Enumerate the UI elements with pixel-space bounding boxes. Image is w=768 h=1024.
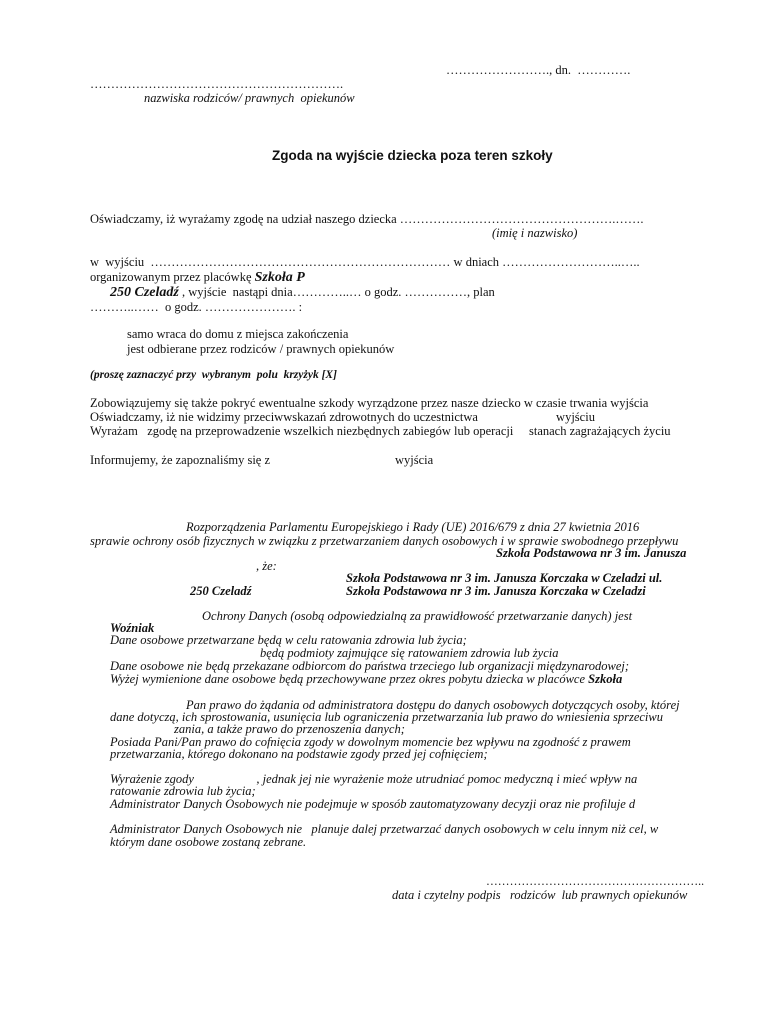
damages-pledge: Zobowiązujemy się także pokryć ewentualne szkody wyrządzone przez nasze dziecko w czasie trwania wyjścia xyxy=(90,396,649,410)
consent-line-child: Oświadczamy, iż wyrażamy zgodę na udział naszego dziecka …………………………………………….……. xyxy=(90,212,644,226)
marking-instruction: (proszę zaznaczyć przy wybranym polu krzyżyk [X] xyxy=(90,369,337,381)
rodo-line-11: Dane osobowe nie będą przekazane odbiorcom do państwa trzeciego lub organizacji międzynarodowej; xyxy=(110,659,630,673)
consent-line-departure: 250 Czeladź , wyjście nastąpi dnia…………..… o godz. ……………, plan xyxy=(110,285,495,300)
rodo-line-1: Rozporządzenia Parlamentu Europejskiego i Rady (UE) 2016/679 z dnia 27 kwietnia 2016 xyxy=(186,520,640,534)
rodo-line-9: Dane osobowe przetwarzane będą w celu ratowania zdrowia lub życia; xyxy=(110,633,467,647)
rodo-line-2: sprawie ochrony osób fizycznych w związku z przetwarzaniem danych osobowych i w sprawie swobodnego przepływu xyxy=(90,534,679,548)
school-name-short: Szkoła P xyxy=(254,270,305,285)
rodo-line-8: Woźniak xyxy=(110,621,155,635)
health-declaration: Oświadczamy, iż nie widzimy przeciwwskazań zdrowotnych do uczestnictwa wyjściu xyxy=(90,410,595,424)
option-picked-up: jest odbierane przez rodziców / prawnych opiekunów xyxy=(127,342,395,356)
option-returns-alone: samo wraca do domu z miejsca zakończenia xyxy=(127,327,349,341)
rodo-line-7: Ochrony Danych (osobą odpowiedzialną za prawidłowość przetwarzanie danych) jest xyxy=(202,609,633,623)
rodo-line-12: Wyżej wymienione dane osobowe będą przechowywane przez okres pobytu dziecka w placówce Szkoła xyxy=(110,672,623,686)
rodo-line-13: Pan prawo do żądania od administratora dostępu do danych osobowych dotyczących osoby, której xyxy=(186,698,680,712)
consent-line-trip: w wyjściu ……………………………………………………………… w dniach ………………………..….. xyxy=(90,255,640,269)
rodo-line-18: Wyrażenie zgody , jednak jej nie wyrażenie może utrudniać pomoc medyczną i mieć wpływ na xyxy=(110,772,638,786)
school-city: 250 Czeladź xyxy=(110,285,179,300)
rodo-line-10: będą podmioty zajmujące się ratowaniem zdrowia lub życia xyxy=(260,646,559,660)
document-title: Zgoda na wyjście dziecka poza teren szkoły xyxy=(272,148,553,163)
rodo-line-6-school: Szkoła Podstawowa nr 3 im. Janusza Korczaka w Czeladzi xyxy=(346,584,646,598)
parents-names-line: ……………………………………………………. xyxy=(90,77,344,91)
rodo-line-22: którym dane osobowe zostaną zebrane. xyxy=(110,835,307,849)
child-name-caption: (imię i nazwisko) xyxy=(492,226,578,240)
rodo-line-4: , że: xyxy=(256,559,277,573)
rodo-line-21: Administrator Danych Osobowych nie planuje dalej przetwarzać danych osobowych w celu innym niż cel, w xyxy=(110,822,659,836)
rodo-line-19: ratowanie zdrowia lub życia; xyxy=(110,784,256,798)
consent-line-return: ………..…… o godz. …………………. : xyxy=(90,300,303,314)
rodo-line-20: Administrator Danych Osobowych nie podejmuje w sposób zautomatyzowany decyzji oraz nie profiluje d xyxy=(110,797,636,811)
place-date-line: ……………………., dn. …………. xyxy=(446,63,631,77)
rodo-line-5: Szkoła Podstawowa nr 3 im. Janusza Korczaka w Czeladzi ul. xyxy=(346,571,663,585)
rodo-line-14: dane dotyczą, ich sprostowania, usunięcia lub ograniczenia przetwarzania lub prawo do wniesienia sprzeciwu xyxy=(110,710,663,724)
signature-caption: data i czytelny podpis rodziców lub prawnych opiekunów xyxy=(392,888,688,902)
signature-line: ……………………………………………….. xyxy=(486,874,705,888)
rodo-line-3: Szkoła Podstawowa nr 3 im. Janusza xyxy=(496,546,687,560)
rodo-line-15: zania, a także prawo do przenoszenia danych; xyxy=(174,722,405,736)
consent-line-organizer: organizowanym przez placówkę Szkoła P xyxy=(90,270,305,285)
informed-statement: Informujemy, że zapoznaliśmy się z wyjścia xyxy=(90,453,434,467)
rodo-line-17: przetwarzania, którego dokonano na podstawie zgody przed jej cofnięciem; xyxy=(110,747,488,761)
medical-consent: Wyrażam zgodę na przeprowadzenie wszelkich niezbędnych zabiegów lub operacji stanach zagrażających życiu xyxy=(90,424,671,438)
rodo-line-6-city: 250 Czeladź xyxy=(190,584,252,598)
parents-names-caption: nazwiska rodziców/ prawnych opiekunów xyxy=(144,91,355,105)
rodo-line-16: Posiada Pani/Pan prawo do cofnięcia zgody w dowolnym momencie bez wpływu na zgodność z prawem xyxy=(110,735,631,749)
